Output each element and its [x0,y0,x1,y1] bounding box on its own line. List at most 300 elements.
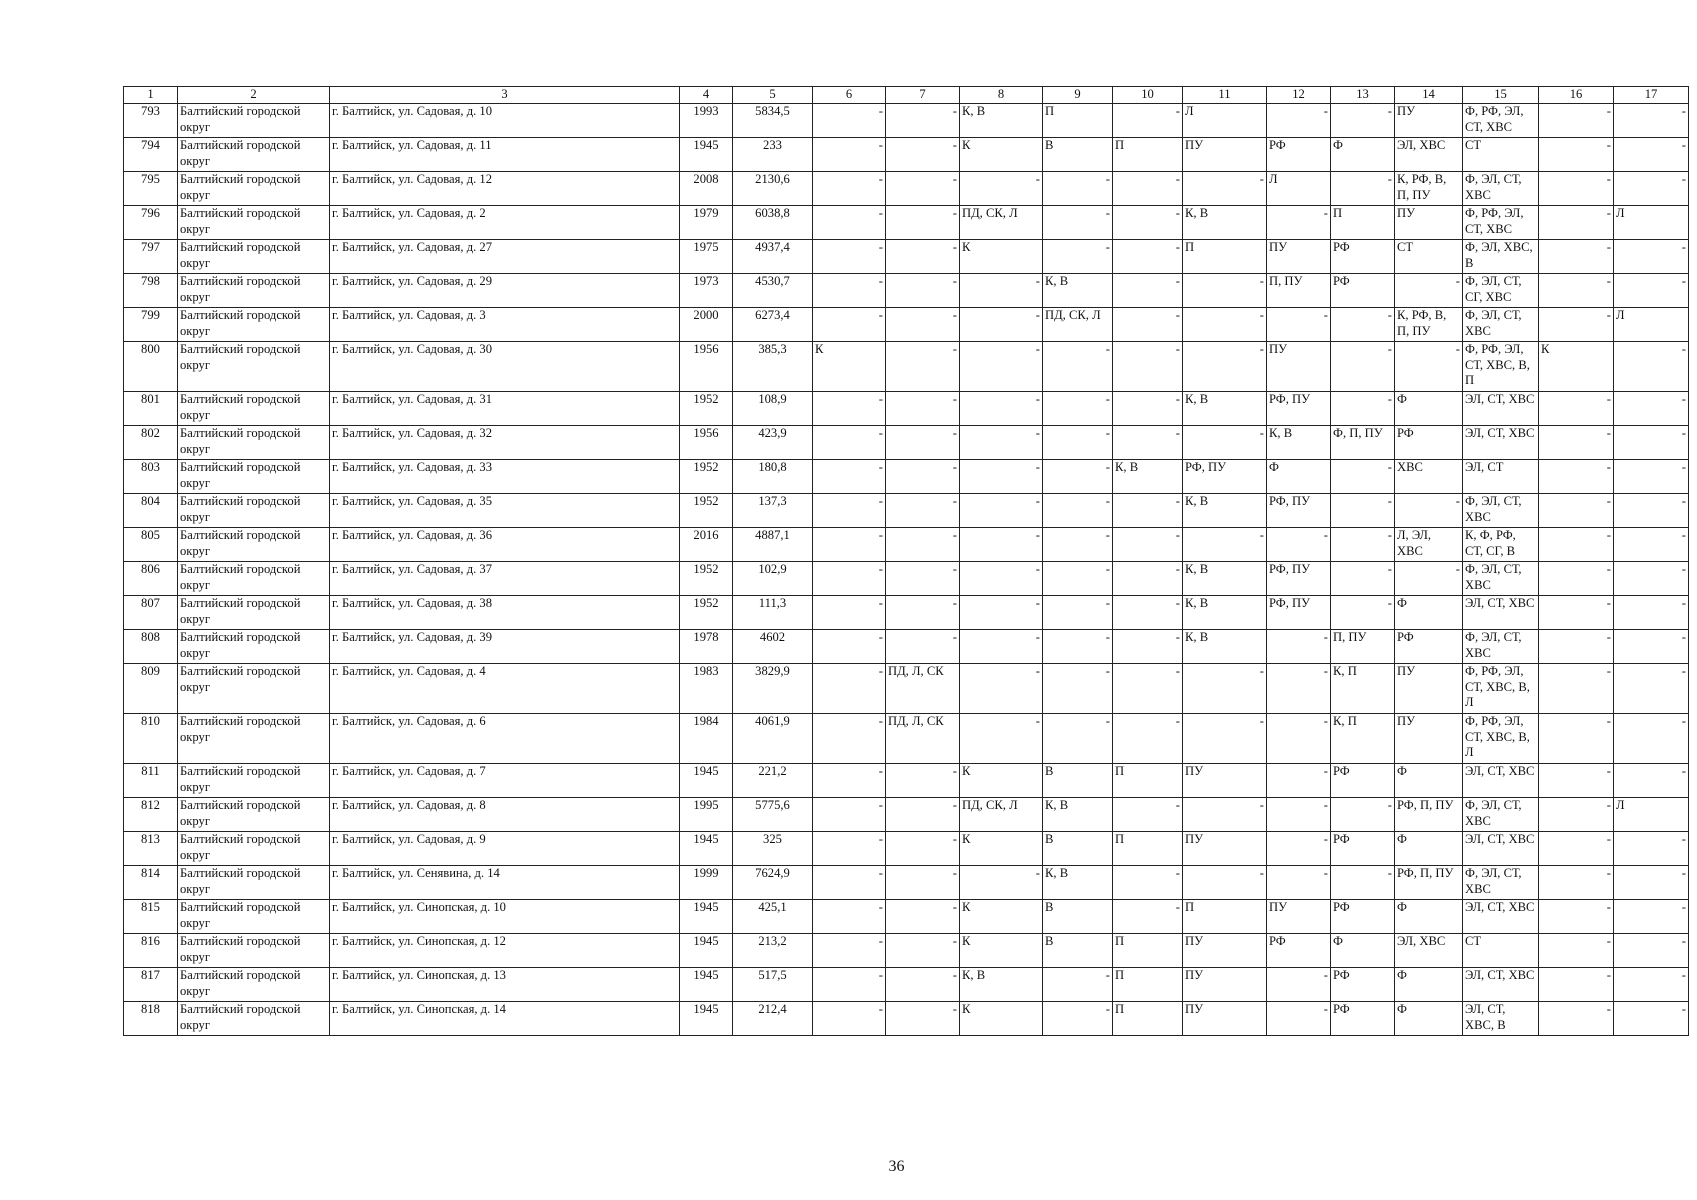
cell-municipality: Балтийский городской округ [178,832,330,866]
cell-col-9: - [1043,342,1113,392]
cell-municipality: Балтийский городской округ [178,664,330,714]
cell-area: 425,1 [733,900,813,934]
cell-col-12: - [1267,866,1331,900]
table-row [124,342,1689,392]
cell-col-15: Ф, РФ, ЭЛ, СТ, ХВС [1463,206,1539,240]
cell-col-9: - [1043,426,1113,460]
cell-col-16: - [1539,274,1614,308]
cell-col-8: К [960,832,1043,866]
cell-area: 6038,8 [733,206,813,240]
cell-row-number: 804 [124,494,178,528]
cell-col-16: - [1539,494,1614,528]
cell-col-10: - [1113,308,1183,342]
cell-col-10: - [1113,494,1183,528]
column-header-11: 11 [1183,87,1267,104]
cell-municipality: Балтийский городской округ [178,934,330,968]
cell-col-9: В [1043,934,1113,968]
cell-col-15: ЭЛ, СТ, ХВС, В [1463,1002,1539,1036]
header-row [124,87,1689,104]
cell-address: г. Балтийск, ул. Садовая, д. 8 [330,798,680,832]
cell-row-number: 807 [124,596,178,630]
cell-area: 4937,4 [733,240,813,274]
table-row [124,596,1689,630]
cell-col-11: - [1183,426,1267,460]
cell-col-6: - [813,426,886,460]
cell-col-9: - [1043,630,1113,664]
cell-col-17: - [1614,172,1689,206]
cell-address: г. Балтийск, ул. Садовая, д. 4 [330,664,680,714]
cell-col-10: П [1113,968,1183,1002]
cell-address: г. Балтийск, ул. Синопская, д. 10 [330,900,680,934]
cell-col-10: - [1113,528,1183,562]
cell-col-9: В [1043,900,1113,934]
cell-col-8: - [960,308,1043,342]
cell-col-6: - [813,832,886,866]
cell-col-15: Ф, ЭЛ, СТ, ХВС [1463,630,1539,664]
cell-col-11: К, В [1183,596,1267,630]
cell-col-16: - [1539,714,1614,764]
cell-col-9: - [1043,494,1113,528]
cell-row-number: 818 [124,1002,178,1036]
cell-col-12: - [1267,630,1331,664]
cell-col-9: - [1043,664,1113,714]
cell-col-6: - [813,240,886,274]
cell-year: 2016 [680,528,733,562]
cell-col-9: К, В [1043,274,1113,308]
cell-col-14: РФ, П, ПУ [1395,798,1463,832]
cell-col-12: П, ПУ [1267,274,1331,308]
cell-municipality: Балтийский городской округ [178,240,330,274]
cell-year: 1999 [680,866,733,900]
cell-col-16: - [1539,426,1614,460]
cell-row-number: 799 [124,308,178,342]
cell-col-8: - [960,866,1043,900]
cell-col-7: - [886,528,960,562]
cell-area: 4887,1 [733,528,813,562]
cell-col-14: - [1395,274,1463,308]
cell-col-11: - [1183,798,1267,832]
cell-col-12: - [1267,104,1331,138]
cell-col-13: - [1331,342,1395,392]
cell-col-14: Ф [1395,900,1463,934]
cell-col-10: К, В [1113,460,1183,494]
cell-row-number: 806 [124,562,178,596]
cell-col-11: ПУ [1183,934,1267,968]
cell-col-8: К, В [960,968,1043,1002]
cell-area: 221,2 [733,764,813,798]
cell-area: 6273,4 [733,308,813,342]
cell-col-11: К, В [1183,392,1267,426]
table-row [124,528,1689,562]
cell-col-7: - [886,596,960,630]
column-header-5: 5 [733,87,813,104]
cell-col-12: - [1267,968,1331,1002]
cell-address: г. Балтийск, ул. Садовая, д. 2 [330,206,680,240]
cell-col-7: - [886,866,960,900]
cell-col-10: - [1113,866,1183,900]
cell-col-16: - [1539,832,1614,866]
cell-col-7: - [886,274,960,308]
cell-col-15: Ф, РФ, ЭЛ, СТ, ХВС, В, Л [1463,664,1539,714]
cell-col-11: - [1183,714,1267,764]
cell-col-17: - [1614,274,1689,308]
cell-area: 3829,9 [733,664,813,714]
page-number: 36 [888,1158,905,1175]
cell-municipality: Балтийский городской округ [178,392,330,426]
cell-area: 233 [733,138,813,172]
cell-col-16: - [1539,308,1614,342]
cell-area: 423,9 [733,426,813,460]
cell-col-17: - [1614,460,1689,494]
cell-col-16: - [1539,104,1614,138]
cell-area: 385,3 [733,342,813,392]
cell-col-13: РФ [1331,832,1395,866]
cell-col-10: - [1113,596,1183,630]
cell-municipality: Балтийский городской округ [178,714,330,764]
cell-address: г. Балтийск, ул. Садовая, д. 10 [330,104,680,138]
cell-col-8: К, В [960,104,1043,138]
table-row [124,426,1689,460]
cell-col-11: П [1183,240,1267,274]
cell-col-16: - [1539,460,1614,494]
cell-address: г. Балтийск, ул. Синопская, д. 14 [330,1002,680,1036]
cell-col-10: - [1113,798,1183,832]
cell-col-7: - [886,562,960,596]
cell-address: г. Балтийск, ул. Садовая, д. 36 [330,528,680,562]
cell-col-13: РФ [1331,968,1395,1002]
cell-col-8: - [960,392,1043,426]
cell-col-12: - [1267,798,1331,832]
cell-row-number: 816 [124,934,178,968]
cell-col-7: - [886,764,960,798]
cell-col-11: П [1183,900,1267,934]
cell-col-16: - [1539,528,1614,562]
cell-row-number: 795 [124,172,178,206]
cell-col-8: - [960,714,1043,764]
cell-area: 325 [733,832,813,866]
cell-col-8: - [960,494,1043,528]
cell-year: 1952 [680,460,733,494]
cell-municipality: Балтийский городской округ [178,900,330,934]
table-row [124,206,1689,240]
cell-col-6: - [813,714,886,764]
cell-col-10: П [1113,764,1183,798]
table-row [124,832,1689,866]
cell-col-15: К, Ф, РФ, СТ, СГ, В [1463,528,1539,562]
cell-col-7: - [886,934,960,968]
column-header-16: 16 [1539,87,1614,104]
cell-col-16: - [1539,934,1614,968]
cell-municipality: Балтийский городской округ [178,528,330,562]
cell-col-10: - [1113,392,1183,426]
cell-area: 180,8 [733,460,813,494]
cell-col-17: - [1614,968,1689,1002]
cell-row-number: 802 [124,426,178,460]
cell-col-16: - [1539,900,1614,934]
cell-col-12: РФ, ПУ [1267,494,1331,528]
cell-col-11: - [1183,664,1267,714]
cell-col-7: - [886,308,960,342]
cell-col-13: - [1331,528,1395,562]
cell-col-14: Ф [1395,392,1463,426]
cell-col-11: - [1183,342,1267,392]
cell-area: 7624,9 [733,866,813,900]
table-row [124,866,1689,900]
cell-col-14: РФ [1395,630,1463,664]
cell-year: 1945 [680,968,733,1002]
cell-col-14: К, РФ, В, П, ПУ [1395,172,1463,206]
cell-col-8: - [960,426,1043,460]
cell-col-10: - [1113,664,1183,714]
cell-col-7: - [886,392,960,426]
cell-col-6: - [813,494,886,528]
cell-address: г. Балтийск, ул. Синопская, д. 12 [330,934,680,968]
table-row [124,392,1689,426]
cell-col-12: РФ, ПУ [1267,562,1331,596]
cell-col-15: ЭЛ, СТ, ХВС [1463,392,1539,426]
cell-year: 2000 [680,308,733,342]
cell-col-16: - [1539,562,1614,596]
cell-col-12: - [1267,714,1331,764]
column-header-3: 3 [330,87,680,104]
cell-col-14: ПУ [1395,206,1463,240]
cell-address: г. Балтийск, ул. Садовая, д. 27 [330,240,680,274]
cell-area: 4530,7 [733,274,813,308]
column-header-8: 8 [960,87,1043,104]
cell-col-7: - [886,460,960,494]
cell-col-17: - [1614,900,1689,934]
cell-col-10: - [1113,240,1183,274]
cell-col-8: ПД, СК, Л [960,206,1043,240]
cell-year: 1956 [680,342,733,392]
table-row [124,240,1689,274]
cell-col-11: К, В [1183,630,1267,664]
cell-col-11: ПУ [1183,138,1267,172]
cell-row-number: 809 [124,664,178,714]
cell-col-7: ПД, Л, СК [886,664,960,714]
cell-col-15: ЭЛ, СТ, ХВС [1463,832,1539,866]
cell-col-12: - [1267,308,1331,342]
cell-col-15: Ф, РФ, ЭЛ, СТ, ХВС, В, Л [1463,714,1539,764]
cell-col-13: РФ [1331,274,1395,308]
cell-col-13: П [1331,206,1395,240]
cell-year: 1984 [680,714,733,764]
column-header-10: 10 [1113,87,1183,104]
cell-col-15: ЭЛ, СТ, ХВС [1463,764,1539,798]
cell-col-8: - [960,172,1043,206]
cell-col-7: - [886,630,960,664]
cell-col-13: РФ [1331,1002,1395,1036]
cell-col-11: - [1183,308,1267,342]
cell-col-14: РФ [1395,426,1463,460]
table-row [124,1002,1689,1036]
cell-col-9: - [1043,460,1113,494]
cell-col-6: - [813,138,886,172]
cell-col-17: - [1614,562,1689,596]
cell-col-12: - [1267,206,1331,240]
cell-col-10: - [1113,900,1183,934]
cell-col-7: - [886,1002,960,1036]
cell-col-17: Л [1614,308,1689,342]
cell-row-number: 803 [124,460,178,494]
cell-col-14: Ф [1395,832,1463,866]
cell-col-11: К, В [1183,206,1267,240]
cell-col-13: Ф [1331,138,1395,172]
cell-col-12: ПУ [1267,900,1331,934]
cell-year: 1945 [680,138,733,172]
cell-col-12: - [1267,764,1331,798]
cell-col-13: - [1331,392,1395,426]
cell-col-14: Л, ЭЛ, ХВС [1395,528,1463,562]
cell-col-15: Ф, ЭЛ, СТ, ХВС [1463,866,1539,900]
cell-col-14: ПУ [1395,714,1463,764]
cell-row-number: 796 [124,206,178,240]
cell-area: 517,5 [733,968,813,1002]
cell-year: 1952 [680,596,733,630]
cell-col-10: - [1113,562,1183,596]
cell-col-16: - [1539,240,1614,274]
cell-year: 1978 [680,630,733,664]
cell-col-10: П [1113,138,1183,172]
cell-col-12: - [1267,1002,1331,1036]
cell-row-number: 810 [124,714,178,764]
cell-col-11: - [1183,274,1267,308]
cell-col-15: ЭЛ, СТ, ХВС [1463,596,1539,630]
column-header-9: 9 [1043,87,1113,104]
cell-col-17: - [1614,426,1689,460]
cell-col-16: - [1539,206,1614,240]
cell-col-17: - [1614,342,1689,392]
table-row [124,798,1689,832]
table-row [124,900,1689,934]
cell-col-7: - [886,798,960,832]
cell-year: 1956 [680,426,733,460]
cell-col-8: - [960,342,1043,392]
cell-row-number: 814 [124,866,178,900]
cell-row-number: 794 [124,138,178,172]
table-row [124,460,1689,494]
column-header-13: 13 [1331,87,1395,104]
cell-municipality: Балтийский городской округ [178,308,330,342]
cell-col-7: - [886,832,960,866]
cell-col-7: ПД, Л, СК [886,714,960,764]
cell-col-15: Ф, РФ, ЭЛ, СТ, ХВС, В, П [1463,342,1539,392]
cell-col-7: - [886,138,960,172]
cell-col-13: РФ [1331,900,1395,934]
cell-col-10: - [1113,426,1183,460]
cell-col-17: - [1614,630,1689,664]
cell-col-15: Ф, ЭЛ, СТ, ХВС [1463,308,1539,342]
cell-col-12: РФ [1267,934,1331,968]
cell-col-6: К [813,342,886,392]
cell-col-7: - [886,172,960,206]
cell-col-13: - [1331,562,1395,596]
cell-col-16: - [1539,1002,1614,1036]
cell-area: 2130,6 [733,172,813,206]
column-header-2: 2 [178,87,330,104]
cell-col-13: - [1331,596,1395,630]
cell-col-8: - [960,596,1043,630]
cell-year: 1945 [680,934,733,968]
cell-col-8: - [960,528,1043,562]
cell-col-11: ПУ [1183,832,1267,866]
cell-year: 1983 [680,664,733,714]
cell-col-12: РФ, ПУ [1267,392,1331,426]
cell-col-16: - [1539,630,1614,664]
cell-col-17: - [1614,866,1689,900]
cell-col-15: Ф, ЭЛ, СТ, ХВС [1463,562,1539,596]
cell-col-12: К, В [1267,426,1331,460]
cell-col-15: Ф, ЭЛ, СТ, ХВС [1463,494,1539,528]
cell-col-10: - [1113,206,1183,240]
cell-col-17: - [1614,664,1689,714]
cell-col-17: - [1614,494,1689,528]
cell-row-number: 812 [124,798,178,832]
cell-area: 111,3 [733,596,813,630]
cell-col-6: - [813,104,886,138]
cell-col-13: - [1331,460,1395,494]
cell-col-6: - [813,630,886,664]
cell-col-10: П [1113,934,1183,968]
cell-col-14: - [1395,494,1463,528]
cell-address: г. Балтийск, ул. Синопская, д. 13 [330,968,680,1002]
cell-municipality: Балтийский городской округ [178,426,330,460]
cell-col-12: ПУ [1267,240,1331,274]
cell-address: г. Балтийск, ул. Садовая, д. 38 [330,596,680,630]
cell-col-8: К [960,934,1043,968]
cell-col-9: П [1043,104,1113,138]
table-row [124,630,1689,664]
cell-col-16: - [1539,764,1614,798]
cell-area: 212,4 [733,1002,813,1036]
cell-col-8: К [960,240,1043,274]
cell-col-6: - [813,528,886,562]
cell-col-15: Ф, ЭЛ, СТ, ХВС [1463,798,1539,832]
cell-col-9: В [1043,138,1113,172]
table-row [124,934,1689,968]
cell-municipality: Балтийский городской округ [178,104,330,138]
cell-col-7: - [886,494,960,528]
cell-area: 4602 [733,630,813,664]
cell-col-11: К, В [1183,494,1267,528]
cell-address: г. Балтийск, ул. Садовая, д. 30 [330,342,680,392]
cell-col-15: ЭЛ, СТ, ХВС [1463,968,1539,1002]
cell-col-12: - [1267,664,1331,714]
cell-col-14: ПУ [1395,664,1463,714]
cell-col-15: ЭЛ, СТ, ХВС [1463,900,1539,934]
cell-col-9: К, В [1043,866,1113,900]
cell-col-14: РФ, П, ПУ [1395,866,1463,900]
cell-col-9: - [1043,562,1113,596]
cell-col-15: СТ [1463,138,1539,172]
cell-area: 108,9 [733,392,813,426]
cell-municipality: Балтийский городской округ [178,764,330,798]
cell-col-9: К, В [1043,798,1113,832]
cell-col-13: - [1331,172,1395,206]
cell-col-12: РФ [1267,138,1331,172]
cell-col-16: - [1539,866,1614,900]
cell-row-number: 811 [124,764,178,798]
cell-col-9: В [1043,832,1113,866]
cell-col-17: - [1614,832,1689,866]
cell-col-12: ПУ [1267,342,1331,392]
cell-row-number: 815 [124,900,178,934]
cell-col-6: - [813,460,886,494]
cell-municipality: Балтийский городской округ [178,494,330,528]
cell-municipality: Балтийский городской округ [178,460,330,494]
cell-col-8: - [960,562,1043,596]
cell-col-17: Л [1614,206,1689,240]
